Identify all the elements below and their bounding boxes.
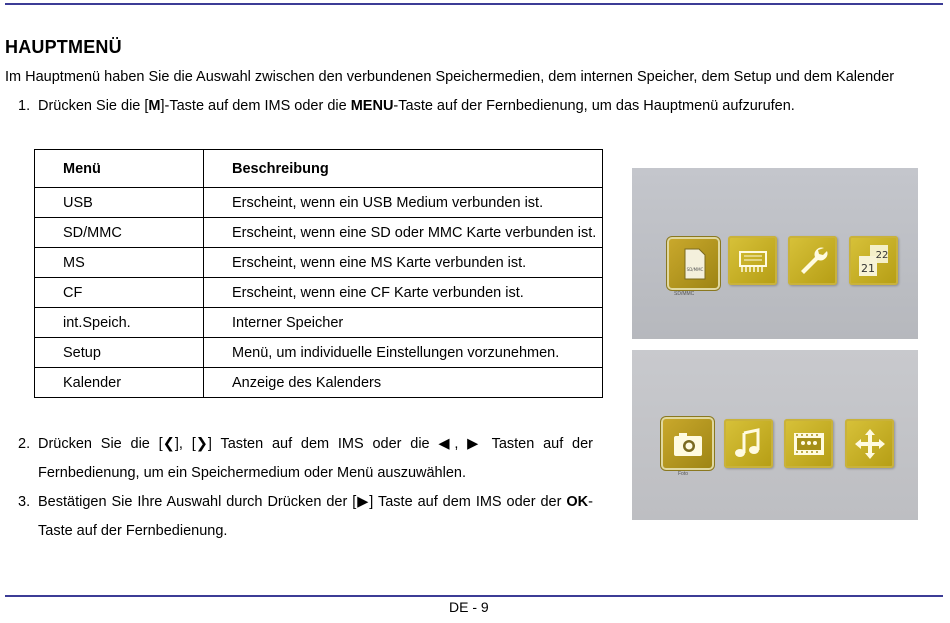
column-header-menu: Menü [35,150,204,188]
table-cell: Menü, um individuelle Einstellungen vorzunehmen. [204,338,603,368]
camera-icon [663,419,712,468]
calendar-icon [849,236,898,285]
table-cell: Setup [35,338,204,368]
selected-icon-caption: Foto [678,471,689,477]
step-text: Bestätigen Sie Ihre Auswahl durch Drücken der [▶] Taste auf dem IMS oder der OK-Taste auf der Fernbedienung. [38,494,593,539]
table-cell: CF [35,278,204,308]
selected-icon-caption: SD/MMC [674,291,695,297]
table-cell: Erscheint, wenn eine MS Karte verbunden ist. [204,248,603,278]
main-menu-screenshot-2 [632,350,918,520]
step-number: 2. [18,436,31,452]
wrench-icon [788,236,837,285]
table-cell: USB [35,188,204,218]
table-row [35,248,603,278]
table-cell: MS [35,248,204,278]
table-row [35,308,603,338]
step-number: 1. [18,98,31,114]
film-icon [784,419,833,468]
menu-table [34,149,603,398]
table-row [35,188,603,218]
table-cell: Erscheint, wenn eine SD oder MMC Karte verbunden ist. [204,218,603,248]
intro-text: Im Hauptmenü haben Sie die Auswahl zwischen den verbundenen Speichermedien, dem internen Speicher, dem Setup und dem Kalender [5,69,895,85]
table-cell: Erscheint, wenn eine CF Karte verbunden ist. [204,278,603,308]
step-text: Drücken Sie die [M]-Taste auf dem IMS oder die MENU-Taste auf der Fernbedienung, um das Hauptmenü aufzurufen. [38,98,795,114]
svg-text:SD/MMC: SD/MMC [686,266,703,272]
table-cell: int.Speich. [35,308,204,338]
step-text: Drücken Sie die [❮], [❯] Tasten auf dem IMS oder die ◀, ▶ Tasten auf der Fernbedienung, um ein Speichermedium oder Menü auszuwählen. [38,436,593,481]
table-row [35,278,603,308]
music-note-icon [724,419,773,468]
table-row [35,338,603,368]
table-cell: Kalender [35,368,204,398]
table-header-row [35,150,603,188]
step-2 [18,430,593,488]
table-row [35,368,603,398]
svg-text:21: 21 [860,261,875,275]
step-1 [18,92,918,121]
top-rule [5,3,943,5]
internal-memory-icon [728,236,777,285]
page-number: DE - 9 [449,599,489,615]
table-cell: Anzeige des Kalenders [204,368,603,398]
bottom-rule [5,595,943,597]
table-row [35,218,603,248]
column-header-description: Beschreibung [204,150,603,188]
step-3 [18,488,593,546]
sd-card-icon [669,239,718,288]
page-title: HAUPTMENÜ [5,37,122,57]
move-arrows-icon [845,419,894,468]
table-cell: SD/MMC [35,218,204,248]
main-menu-screenshot-1 [632,168,918,339]
step-number: 3. [18,494,31,510]
table-cell: Interner Speicher [204,308,603,338]
table-cell: Erscheint, wenn ein USB Medium verbunden ist. [204,188,603,218]
svg-text:22: 22 [875,249,888,261]
